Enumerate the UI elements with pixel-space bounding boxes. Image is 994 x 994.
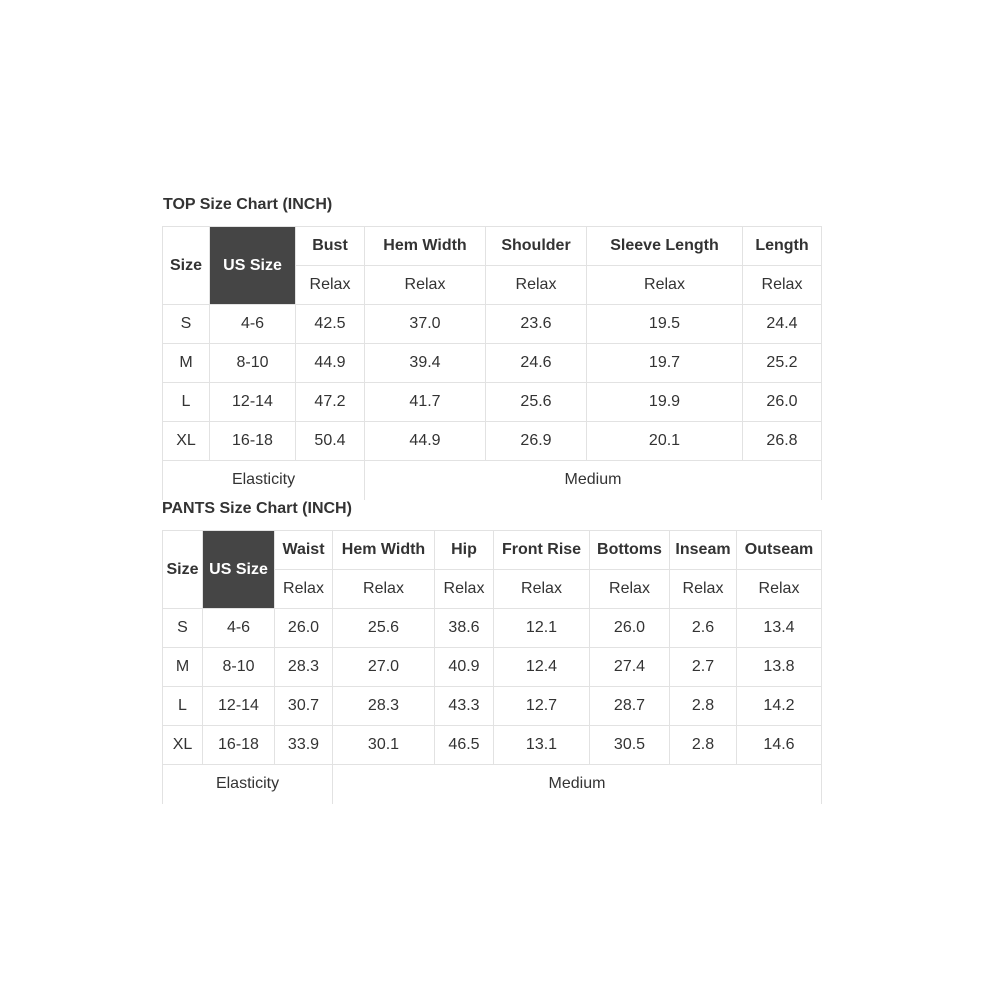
value-cell: 14.6 (737, 726, 822, 765)
us-size-cell: 12-14 (203, 687, 275, 726)
table-row (163, 609, 822, 648)
hem-width-header: Hem Width (333, 531, 435, 570)
fit-label: Relax (494, 570, 590, 609)
shoulder-header: Shoulder (486, 227, 587, 266)
value-cell: 26.8 (743, 422, 822, 461)
value-cell: 33.9 (275, 726, 333, 765)
value-cell: 2.7 (670, 648, 737, 687)
inseam-header: Inseam (670, 531, 737, 570)
value-cell: 20.1 (587, 422, 743, 461)
elasticity-row (163, 765, 822, 804)
value-cell: 25.2 (743, 344, 822, 383)
length-header: Length (743, 227, 822, 266)
us-size-header: US Size (210, 227, 296, 305)
pants-size-chart-title: PANTS Size Chart (INCH) (162, 500, 352, 517)
table-row (163, 422, 822, 461)
outseam-header: Outseam (737, 531, 822, 570)
value-cell: 12.7 (494, 687, 590, 726)
value-cell: 26.0 (590, 609, 670, 648)
value-cell: 23.6 (486, 305, 587, 344)
elasticity-value: Medium (333, 765, 822, 804)
value-cell: 19.5 (587, 305, 743, 344)
us-size-cell: 12-14 (210, 383, 296, 422)
value-cell: 28.3 (275, 648, 333, 687)
value-cell: 26.0 (275, 609, 333, 648)
value-cell: 37.0 (365, 305, 486, 344)
sleeve-length-header: Sleeve Length (587, 227, 743, 266)
pants-size-table (162, 530, 822, 804)
table-row (163, 305, 822, 344)
size-cell: S (163, 305, 210, 344)
value-cell: 25.6 (486, 383, 587, 422)
elasticity-row (163, 461, 822, 500)
fit-label: Relax (590, 570, 670, 609)
value-cell: 13.4 (737, 609, 822, 648)
value-cell: 30.5 (590, 726, 670, 765)
value-cell: 13.1 (494, 726, 590, 765)
fit-label: Relax (670, 570, 737, 609)
value-cell: 27.0 (333, 648, 435, 687)
size-cell: M (163, 648, 203, 687)
value-cell: 42.5 (296, 305, 365, 344)
value-cell: 28.7 (590, 687, 670, 726)
value-cell: 2.8 (670, 726, 737, 765)
us-size-cell: 16-18 (210, 422, 296, 461)
fit-label: Relax (296, 266, 365, 305)
us-size-cell: 8-10 (210, 344, 296, 383)
value-cell: 12.4 (494, 648, 590, 687)
value-cell: 19.7 (587, 344, 743, 383)
fit-label: Relax (275, 570, 333, 609)
elasticity-label: Elasticity (163, 461, 365, 500)
us-size-cell: 4-6 (210, 305, 296, 344)
us-size-cell: 16-18 (203, 726, 275, 765)
table-row (163, 726, 822, 765)
value-cell: 26.0 (743, 383, 822, 422)
elasticity-value: Medium (365, 461, 822, 500)
value-cell: 43.3 (435, 687, 494, 726)
value-cell: 38.6 (435, 609, 494, 648)
value-cell: 50.4 (296, 422, 365, 461)
us-size-cell: 8-10 (203, 648, 275, 687)
fit-label: Relax (333, 570, 435, 609)
top-size-chart-title: TOP Size Chart (INCH) (163, 196, 333, 213)
value-cell: 25.6 (333, 609, 435, 648)
elasticity-label: Elasticity (163, 765, 333, 804)
value-cell: 27.4 (590, 648, 670, 687)
value-cell: 19.9 (587, 383, 743, 422)
value-cell: 13.8 (737, 648, 822, 687)
value-cell: 12.1 (494, 609, 590, 648)
us-size-cell: 4-6 (203, 609, 275, 648)
fit-label: Relax (587, 266, 743, 305)
fit-label: Relax (365, 266, 486, 305)
value-cell: 2.6 (670, 609, 737, 648)
size-cell: M (163, 344, 210, 383)
value-cell: 44.9 (365, 422, 486, 461)
size-cell: XL (163, 422, 210, 461)
value-cell: 28.3 (333, 687, 435, 726)
waist-header: Waist (275, 531, 333, 570)
table-row (163, 648, 822, 687)
value-cell: 24.6 (486, 344, 587, 383)
table-row (163, 687, 822, 726)
fit-label: Relax (486, 266, 587, 305)
value-cell: 39.4 (365, 344, 486, 383)
value-cell: 2.8 (670, 687, 737, 726)
value-cell: 47.2 (296, 383, 365, 422)
hip-header: Hip (435, 531, 494, 570)
fit-label: Relax (737, 570, 822, 609)
value-cell: 24.4 (743, 305, 822, 344)
value-cell: 26.9 (486, 422, 587, 461)
value-cell: 41.7 (365, 383, 486, 422)
value-cell: 40.9 (435, 648, 494, 687)
size-cell: L (163, 687, 203, 726)
fit-label: Relax (743, 266, 822, 305)
value-cell: 30.7 (275, 687, 333, 726)
size-cell: S (163, 609, 203, 648)
value-cell: 46.5 (435, 726, 494, 765)
bust-header: Bust (296, 227, 365, 266)
value-cell: 44.9 (296, 344, 365, 383)
fit-label: Relax (435, 570, 494, 609)
size-header: Size (163, 227, 210, 305)
us-size-header: US Size (203, 531, 275, 609)
hem-width-header: Hem Width (365, 227, 486, 266)
bottoms-header: Bottoms (590, 531, 670, 570)
value-cell: 14.2 (737, 687, 822, 726)
table-row (163, 344, 822, 383)
value-cell: 30.1 (333, 726, 435, 765)
table-row (163, 383, 822, 422)
size-cell: L (163, 383, 210, 422)
front-rise-header: Front Rise (494, 531, 590, 570)
size-header: Size (163, 531, 203, 609)
top-size-table (162, 226, 822, 500)
size-cell: XL (163, 726, 203, 765)
